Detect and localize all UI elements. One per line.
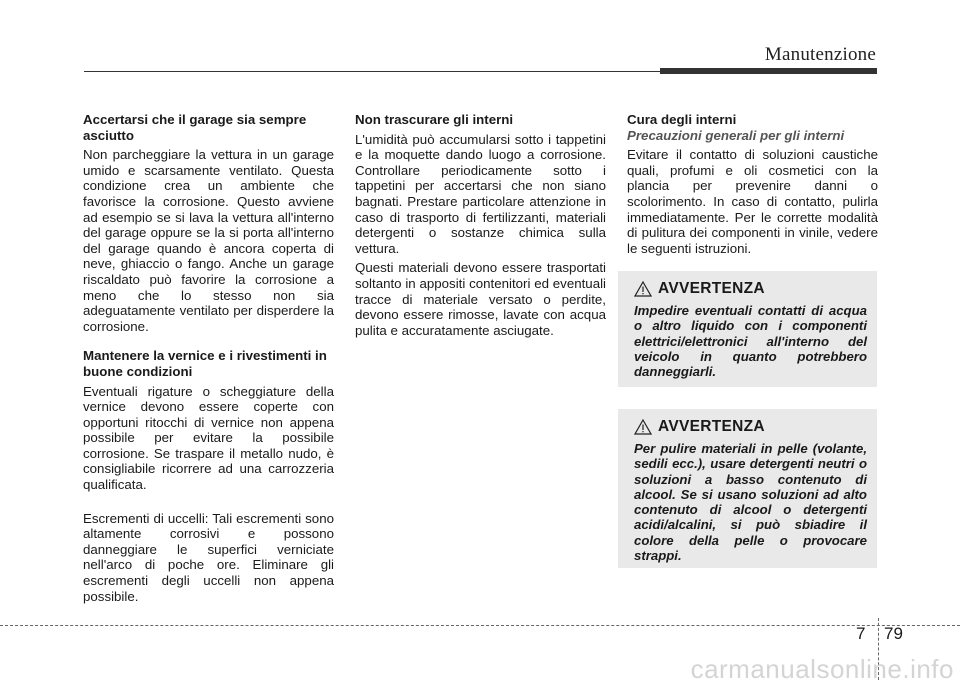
section-subheading: Precauzioni generali per gli interni	[627, 127, 845, 143]
header-rule-thick	[660, 68, 877, 74]
warning-triangle-icon	[634, 419, 652, 435]
warning-title: AVVERTENZA	[658, 280, 765, 297]
warning-title: AVVERTENZA	[658, 418, 765, 435]
page-number: 79	[884, 624, 903, 643]
warning-text: Per pulire materiali in pelle (volante, sedili ecc.), usare detergenti neutri o soluzioni a basso contenuto di alcool. Se si usano soluzioni ad alto contenuto di alcool o detergenti acidi/alcalini, si può sbiadire il colore della pelle o provocare strappi.	[634, 441, 867, 564]
column-1	[83, 112, 334, 604]
warning-box	[618, 409, 877, 568]
paragraph: Questi materiali devono essere trasportati soltanto in appositi contenitori ed eventuali tracce di materiale versato o perdite, devono essere rimosse, lavate con acqua pulita e accuratamente asciugate.	[355, 260, 606, 338]
watermark: carmanualsonline.info	[690, 654, 954, 684]
column-2	[355, 112, 606, 338]
footer-dashed-line	[0, 625, 960, 626]
section-heading: Non trascurare gli interni	[355, 112, 514, 127]
warning-triangle-icon	[634, 281, 652, 297]
section-number: 7	[856, 624, 866, 643]
paragraph: Evitare il contatto di soluzioni caustiche quali, profumi e oli cosmetici con la plancia per prevenire danni o scolorimento. In caso di contatto, pulirla immediatamente. Per le corrette modalità di pulitura dei componenti in vinile, vedere le seguenti istruzioni.	[627, 147, 878, 256]
page-header-title: Manutenzione	[764, 44, 876, 65]
paragraph: Non parcheggiare la vettura in un garage umido e scarsamente ventilato. Questa condizione crea un ambiente che favorisce la corrosione. Questo avviene ad esempio se si lava la vettura all'interno del garage oppure se la si porta all'interno del garage quando è ancora coperta di neve, ghiaccio o fango. Anche un garage riscaldato può favorire la corrosione a meno che lo stesso non sia adeguatamente ventilato per disperdere la corrosione.	[83, 147, 334, 334]
warning-text: Impedire eventuali contatti di acqua o altro liquido con i componenti elettrici/elettronici all'interno del veicolo in quanto potrebbero danneggiarli.	[634, 303, 867, 380]
section-heading: Accertarsi che il garage sia sempre asciutto	[83, 112, 307, 143]
paragraph: L'umidità può accumularsi sotto i tappetini e la moquette dando luogo a corrosione. Controllare periodicamente sotto i tappetini per accertarsi che non siano bagnati. Prestare particolare attenzione in caso di trasporto di fertilizzanti, materiali detergenti o sostanze chimica sulla vettura.	[355, 131, 606, 256]
warning-box	[618, 271, 877, 387]
header-rule-thin	[84, 71, 660, 72]
paragraph: Escrementi di uccelli: Tali escrementi sono altamente corrosivi e possono danneggiare le superfici verniciate nell'arco di poche ore. Eliminare gli escrementi degli uccelli non appena possibile.	[83, 510, 334, 604]
section-heading: Mantenere la vernice e i rivestimenti in buone condizioni	[83, 348, 327, 379]
section-heading: Cura degli interni	[627, 112, 737, 127]
column-3	[627, 112, 878, 256]
paragraph: Eventuali rigature o scheggiature della vernice devono essere coperte con opportuni ritocchi di vernice non appena possibile per evitare la possibile corrosione. Se traspare il metallo nudo, è consigliabile ricorrere ad una carrozzeria qualificata.	[83, 383, 334, 493]
